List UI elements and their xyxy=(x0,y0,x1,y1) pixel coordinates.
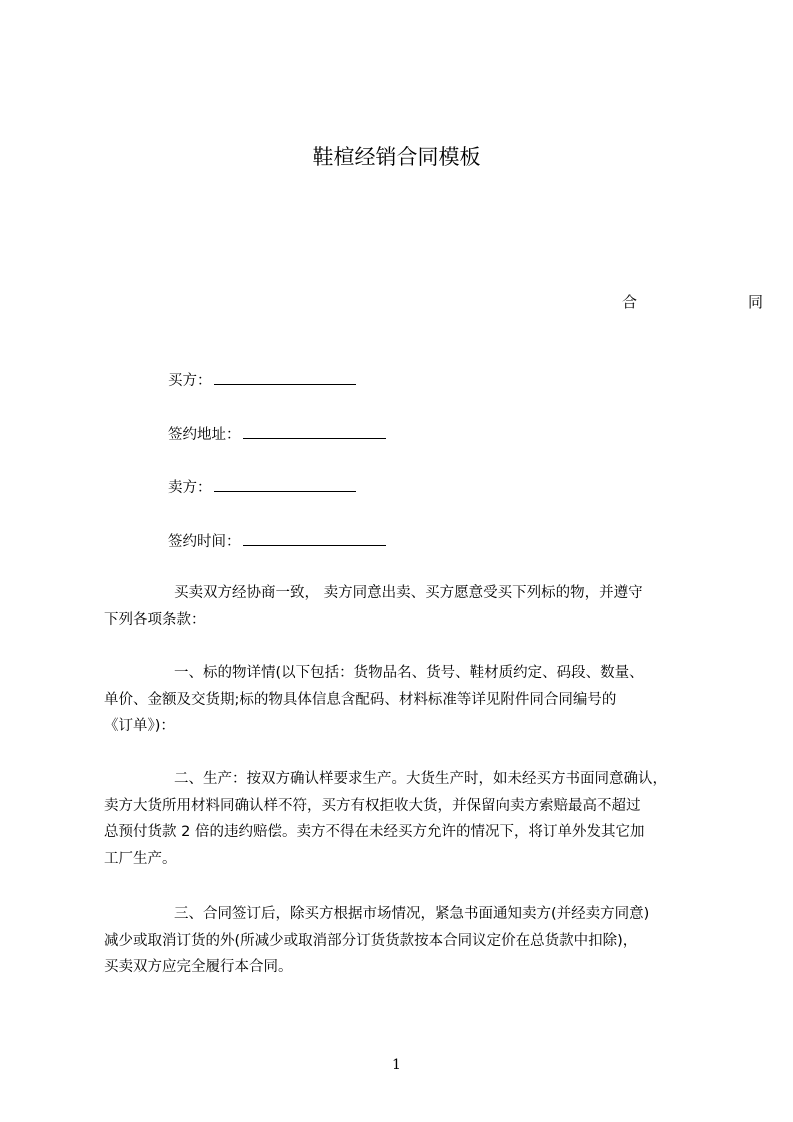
paragraph-line: 二、生产：按双方确认样要求生产。大货生产时，如未经买方书面同意确认， xyxy=(174,771,667,787)
field-label: 签约时间： xyxy=(168,534,241,550)
paragraph-line: 工厂生产。 xyxy=(104,850,177,867)
paragraph-line: 总预付货款 2 倍的违约赔偿。卖方不得在未经买方允许的情况下，将订单外发其它加 xyxy=(104,824,645,840)
blank-line xyxy=(243,531,386,546)
header-char-tong: 同 xyxy=(748,293,764,311)
field-label: 签约地址： xyxy=(168,427,241,443)
field-label: 卖方： xyxy=(168,480,212,496)
paragraph-line: 卖方大货所用材料同确认样不符，买方有权拒收大货，并保留向卖方索赔最高不超过 xyxy=(104,797,641,814)
field-sign-address xyxy=(168,424,386,446)
paragraph-clause-3 xyxy=(104,901,704,981)
header-char-he: 合 xyxy=(622,293,638,311)
paragraph-line: 买卖双方应完全履行本合同。 xyxy=(104,959,293,975)
paragraph-line: 单价、金额及交货期;标的物具体信息含配码、材料标准等详见附件同合同编号的 xyxy=(104,691,617,708)
paragraph-clause-1 xyxy=(104,660,704,740)
document-title: 鞋楦经销合同模板 xyxy=(312,145,481,169)
blank-line xyxy=(214,370,356,385)
blank-line xyxy=(214,477,356,492)
paragraph-line: 三、合同签订后，除买方根据市场情况，紧急书面通知卖方(并经卖方同意) xyxy=(174,906,650,922)
paragraph-clause-2 xyxy=(104,766,704,872)
paragraph-line: 一、标的物详情(以下包括：货物品名、货号、鞋材质约定、码段、数量、 xyxy=(174,665,644,681)
field-label: 买方： xyxy=(168,373,212,389)
page-number: 1 xyxy=(392,1057,401,1073)
field-sign-time xyxy=(168,531,386,553)
paragraph-line: 买卖双方经协商一致， 卖方同意出卖、买方愿意受买下列标的物，并遵守 xyxy=(174,585,643,601)
field-seller xyxy=(168,477,356,499)
blank-line xyxy=(243,424,386,439)
paragraph-line: 下列各项条款： xyxy=(104,611,206,628)
paragraph-line: 减少或取消订货的外(所减少或取消部分订货货款按本合同议定价在总货款中扣除)， xyxy=(104,932,638,949)
paragraph-intro xyxy=(104,580,704,633)
paragraph-line: 《订单》)： xyxy=(104,718,175,734)
field-buyer xyxy=(168,370,356,392)
